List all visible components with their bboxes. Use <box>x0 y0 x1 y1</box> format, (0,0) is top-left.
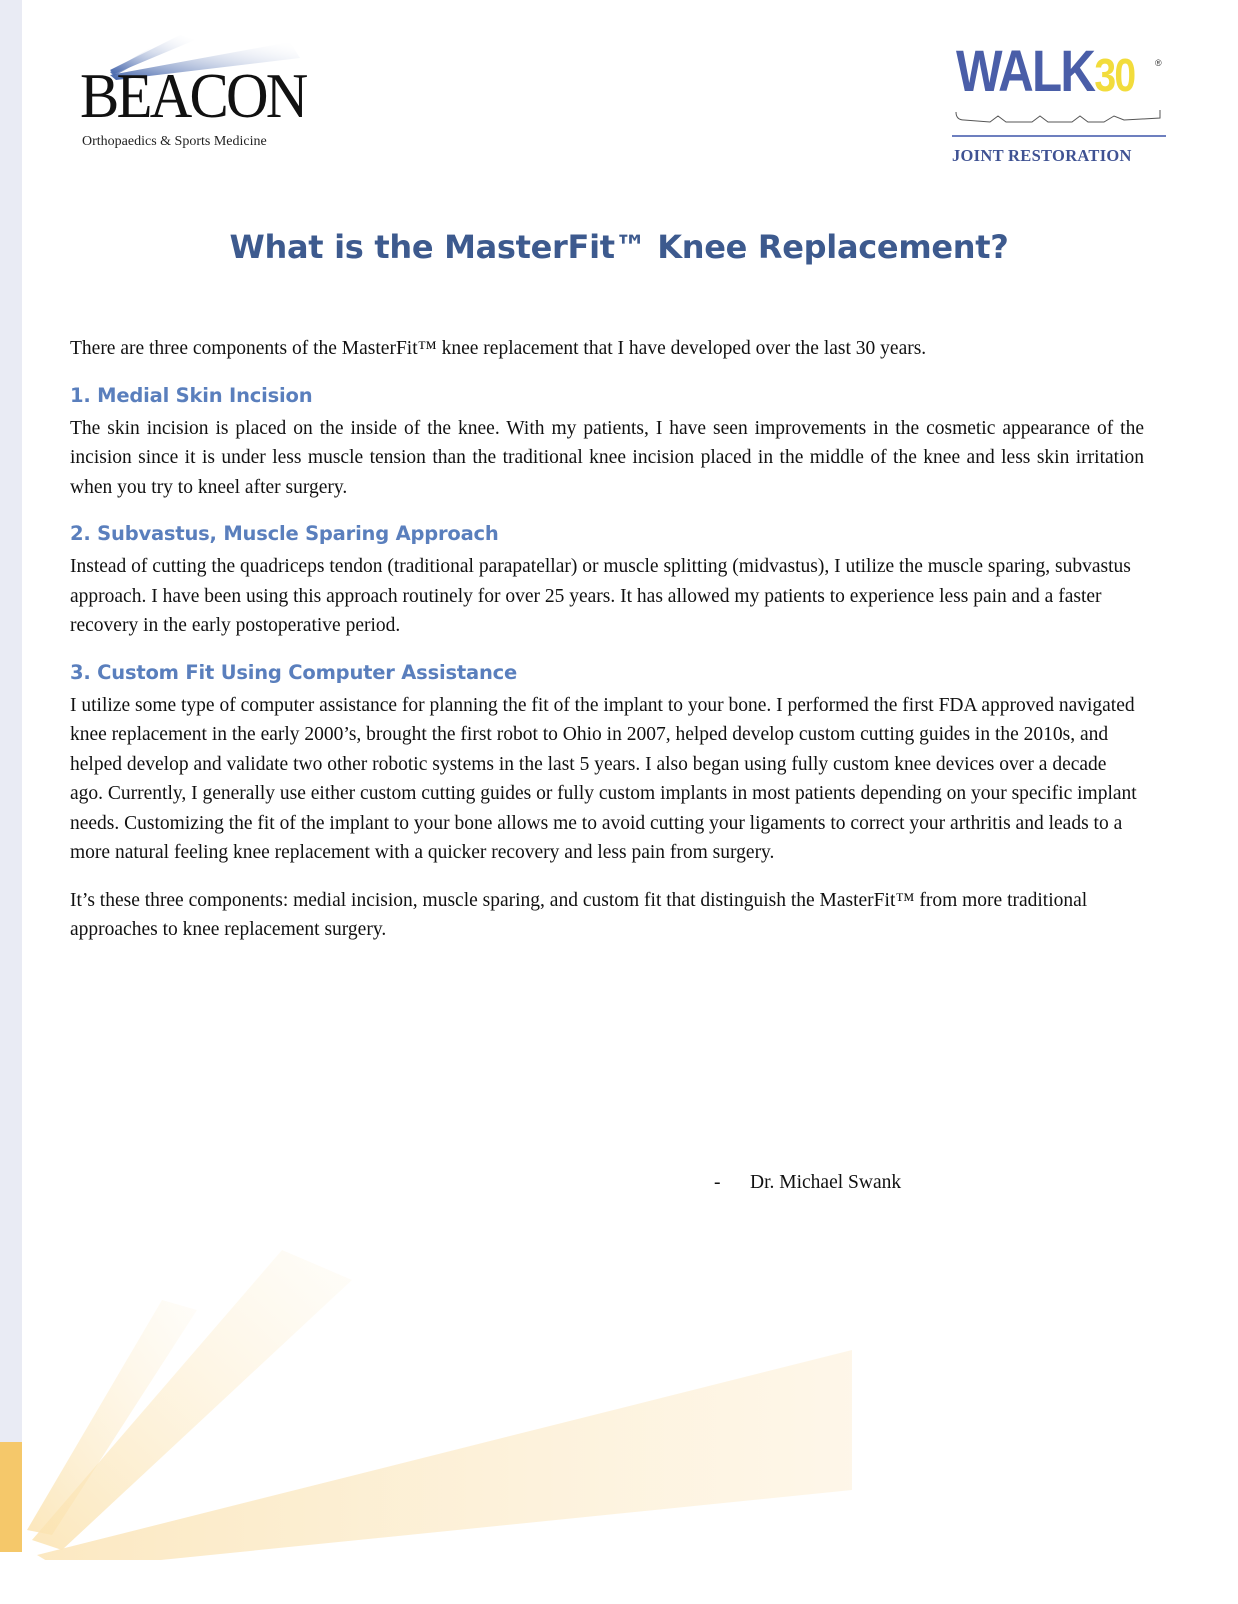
walk30-number: 30 <box>1094 49 1135 101</box>
left-margin-accent <box>0 1442 22 1552</box>
section-body: The skin incision is placed on the inside of the knee. With my patients, I have seen improvements in the cosmetic appearance of the incision since it is under less muscle tension than the traditional knee incision placed in the middle of the knee and less skin irritation when you try to kneel after surgery. <box>70 417 1144 498</box>
section-heading: 2. Subvastus, Muscle Sparing Approach <box>70 522 499 545</box>
page-title: What is the MasterFit™ Knee Replacement? <box>229 228 1009 266</box>
section-heading: 3. Custom Fit Using Computer Assistance <box>70 660 518 684</box>
walk30-word: WALK <box>956 39 1095 104</box>
document-body <box>70 334 1144 963</box>
walk30-divider <box>952 135 1166 137</box>
section-heading: 1. Medial Skin Incision <box>70 383 313 407</box>
section-custom-fit <box>70 659 1144 868</box>
decorative-rays <box>22 1200 852 1560</box>
section-medial-skin-incision <box>70 382 1144 503</box>
left-margin-strip <box>0 0 22 1442</box>
section-body: Instead of cutting the quadriceps tendon (traditional parapatellar) or muscle splitting (midvastus), I utilize the muscle sparing, subvastus approach. I have been using this approach routinely for over 25 years. It has allowed my patients to experience less pain and a faster recovery in the early postoperative period. <box>70 556 1131 636</box>
beacon-logo <box>80 30 306 160</box>
walk30-wordmark <box>956 39 1135 105</box>
footprint-line-icon <box>954 110 1162 128</box>
signature-dash: - <box>714 1172 721 1193</box>
walk30-logo <box>950 40 1170 170</box>
registered-mark: ® <box>1155 58 1162 68</box>
section-subvastus-approach <box>70 520 1144 641</box>
intro-paragraph: There are three components of the MasterFit™ knee replacement that I have developed over the last 30 years. <box>70 338 927 359</box>
conclusion-paragraph: It’s these three components: medial incision, muscle sparing, and custom fit that distinguish the MasterFit™ from more traditional approaches to knee replacement surgery. <box>70 889 1088 940</box>
section-body: I utilize some type of computer assistance for planning the fit of the implant to your bone. I performed the first FDA approved navigated knee replacement in the early 2000’s, brought the first robot to Ohio in 2007, helped develop custom cutting guides in the 2010s, and helped develop and validate two other robotic systems in the last 5 years. I also began using fully custom knee devices over a decade ago. Currently, I generally use either custom cutting guides or fully custom implants in most patients depending on your specific implant needs. Customizing the fit of the implant to your bone allows me to avoid cutting your ligaments to correct your arthritis and leads to a more natural feeling knee replacement with a quicker recovery and less pain from surgery. <box>70 694 1137 863</box>
beacon-wordmark: BEACON <box>80 60 306 131</box>
signature-name: Dr. Michael Swank <box>750 1172 902 1193</box>
walk30-subtitle: JOINT RESTORATION <box>952 146 1132 165</box>
signature <box>714 1172 901 1194</box>
beacon-subtitle: Orthopaedics & Sports Medicine <box>82 134 267 149</box>
